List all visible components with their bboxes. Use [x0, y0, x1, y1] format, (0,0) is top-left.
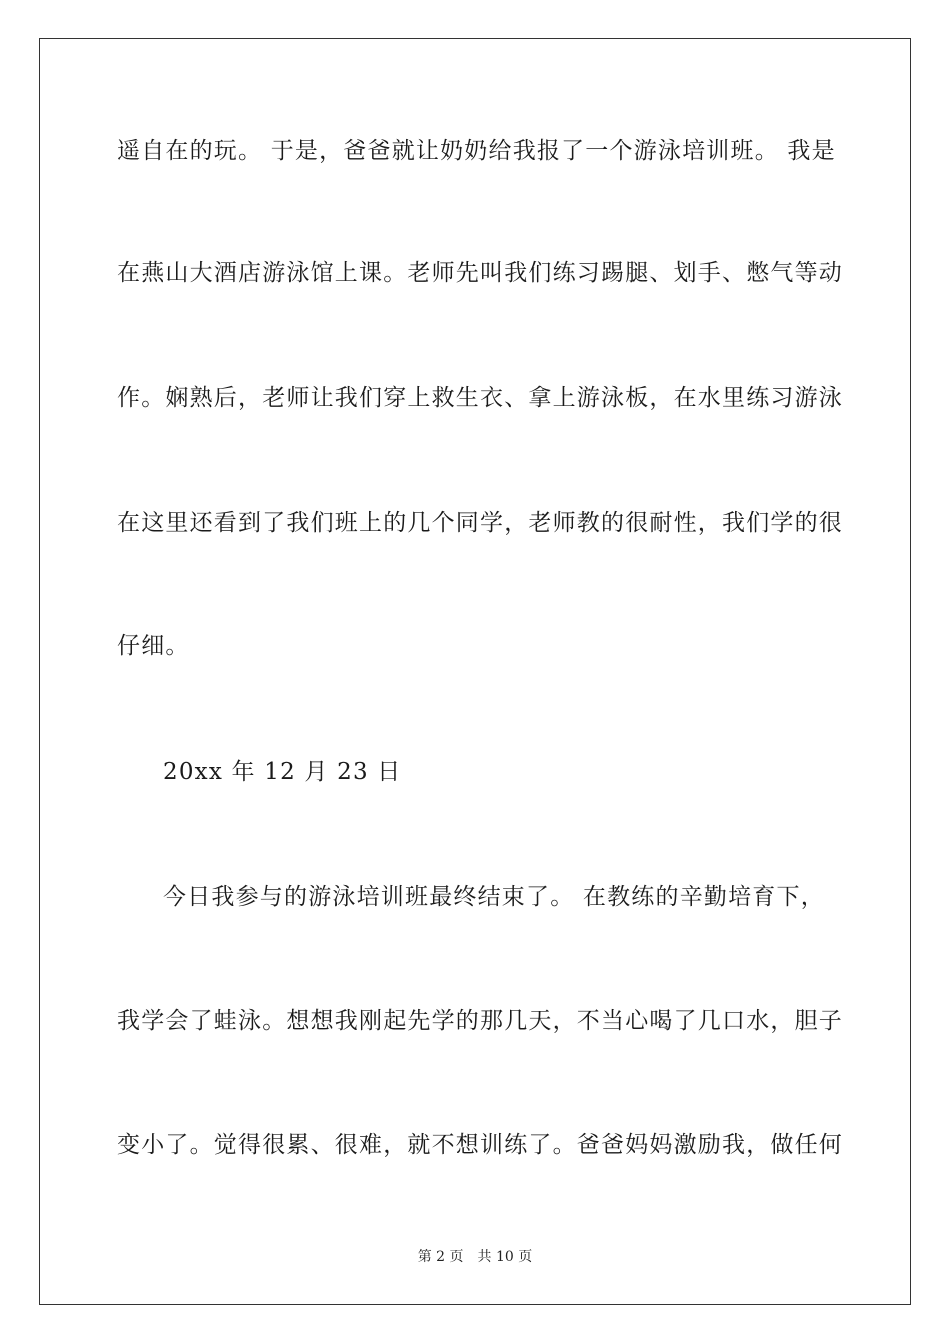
text-line: 遥自在的玩。 于是，爸爸就让奶奶给我报了一个游泳培训班。 我是 [117, 138, 836, 164]
text-line: 在燕山大酒店游泳馆上课。老师先叫我们练习踢腿、划手、憋气等动 [117, 260, 843, 286]
page-total: 共 10 页 [477, 1249, 533, 1265]
page-border [39, 38, 911, 1305]
text-line: 变小了。觉得很累、很难，就不想训练了。爸爸妈妈激励我，做任何 [117, 1132, 843, 1158]
diary-date: 20xx 年 12 月 23 日 [163, 759, 402, 785]
page-number: 第 2 页 [417, 1249, 464, 1265]
text-line: 在这里还看到了我们班上的几个同学，老师教的很耐性，我们学的很 [117, 510, 843, 536]
text-line: 仔细。 [117, 633, 190, 659]
text-line: 作。娴熟后，老师让我们穿上救生衣、拿上游泳板，在水里练习游泳 [117, 385, 843, 411]
text-line: 我学会了蛙泳。想想我刚起先学的那几天，不当心喝了几口水，胆子 [117, 1008, 843, 1034]
page-footer [0, 1247, 950, 1267]
text-line: 今日我参与的游泳培训班最终结束了。 在教练的辛勤培育下， [163, 884, 825, 910]
